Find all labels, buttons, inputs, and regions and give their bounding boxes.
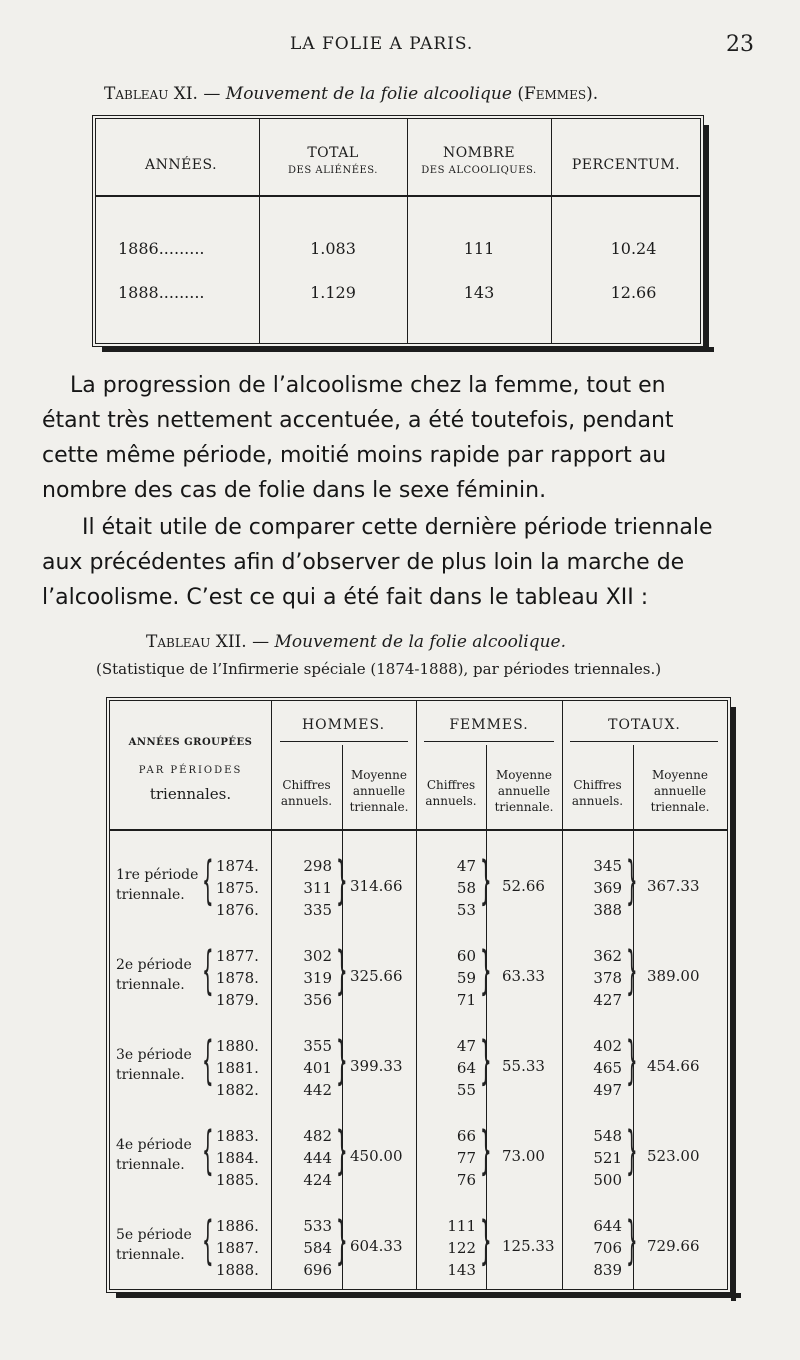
- femmes-annual-value: 53: [456, 901, 476, 919]
- hommes-annual-value: 401: [303, 1059, 332, 1077]
- femmes-brace: }: [480, 851, 492, 911]
- totaux-annual-value: 369: [593, 879, 622, 897]
- hommes-annual-value: 356: [303, 991, 332, 1009]
- column-header-par-periodes: PAR PÉRIODES: [138, 765, 243, 776]
- subheader-moyenne-line-3: triennale.: [650, 800, 710, 814]
- year-value: 1880.: [216, 1037, 259, 1055]
- row-1888-year: 1888.........: [118, 283, 205, 302]
- subheader-moyenne-line-3: triennale.: [494, 800, 554, 814]
- femmes-annual-value: 64: [456, 1059, 476, 1077]
- subheader-moyenne-line-3: triennale.: [349, 800, 409, 814]
- row-1888-total: 1.129: [310, 283, 356, 302]
- totaux-annual-value: 362: [593, 947, 622, 965]
- femmes-annual-value: 77: [456, 1149, 476, 1167]
- totaux-brace: }: [626, 941, 638, 1001]
- year-value: 1875.: [216, 879, 259, 897]
- hommes-annual-value: 311: [303, 879, 332, 897]
- subheader-moyenne-line-2: annuelle: [497, 784, 551, 798]
- column-header-annees-groupees: ANNÉES GROUPÉES: [128, 737, 253, 748]
- year-value: 1885.: [216, 1171, 259, 1189]
- header-rule: [110, 829, 727, 831]
- femmes-annual-values: [432, 1035, 476, 1101]
- femmes-brace: }: [480, 1031, 492, 1091]
- tableau-xii-title: Mouvement de la folie alcoolique.: [274, 632, 567, 652]
- year-value: 1878.: [216, 969, 259, 987]
- group-brace: [280, 741, 408, 742]
- hommes-annual-values: [288, 855, 332, 921]
- row-1886-year: 1886.........: [118, 239, 205, 258]
- group-header-hommes: HOMMES.: [301, 717, 386, 733]
- paragraph-1: [42, 368, 762, 508]
- hommes-triennial-average: 604.33: [350, 1237, 403, 1255]
- period-years: [216, 1125, 259, 1191]
- period-label: [116, 1225, 192, 1265]
- period-label-line-1: 4e période: [116, 1137, 192, 1153]
- subheader-moyenne-line-2: annuelle: [352, 784, 406, 798]
- period-block: [110, 1211, 727, 1287]
- header-rule: [96, 195, 700, 197]
- year-value: 1883.: [216, 1127, 259, 1145]
- tableau-xi-table: [92, 115, 704, 347]
- totaux-triennial-average: 367.33: [647, 877, 700, 895]
- tableau-xi-caption: [104, 84, 598, 104]
- femmes-annual-value: 47: [456, 857, 476, 875]
- femmes-annual-value: 58: [456, 879, 476, 897]
- year-value: 1877.: [216, 947, 259, 965]
- femmes-brace: }: [480, 941, 492, 1001]
- femmes-annual-value: 71: [456, 991, 476, 1009]
- totaux-annual-value: 500: [593, 1171, 622, 1189]
- row-1886-percentum: 10.24: [610, 239, 657, 258]
- period-label-line-2: triennale.: [116, 977, 185, 993]
- totaux-brace: }: [626, 1121, 638, 1181]
- hommes-brace: }: [336, 1031, 348, 1091]
- running-title: LA FOLIE A PARIS.: [290, 34, 474, 54]
- femmes-annual-value: 111: [447, 1217, 476, 1235]
- period-label-line-1: 3e période: [116, 1047, 192, 1063]
- period-label: [116, 955, 192, 995]
- totaux-brace: }: [626, 1031, 638, 1091]
- totaux-annual-values: [578, 855, 622, 921]
- hommes-brace: }: [336, 851, 348, 911]
- column-header-nombre: NOMBRE: [442, 145, 516, 161]
- femmes-brace: }: [480, 1211, 492, 1271]
- hommes-annual-value: 298: [303, 857, 332, 875]
- column-rule: [342, 745, 343, 1289]
- totaux-triennial-average: 454.66: [647, 1057, 700, 1075]
- row-1888-percentum: 12.66: [610, 283, 657, 302]
- period-label-line-1: 1re période: [116, 867, 199, 883]
- period-label-line-1: 2e période: [116, 957, 192, 973]
- subheader-chiffres: [271, 777, 342, 809]
- period-label-line-2: triennale.: [116, 1067, 185, 1083]
- totaux-triennial-average: 523.00: [647, 1147, 700, 1165]
- femmes-annual-values: [432, 1215, 476, 1281]
- period-years: [216, 1215, 259, 1281]
- column-header-nombre-sub: DES ALCOOLIQUES.: [421, 165, 537, 176]
- subheader-chiffres: [562, 777, 633, 809]
- femmes-annual-value: 59: [456, 969, 476, 987]
- subheader-chiffres: [416, 777, 486, 809]
- year-value: 1882.: [216, 1081, 259, 1099]
- period-brace: {: [202, 851, 214, 911]
- tableau-xi-title: Mouvement de la folie alcoolique: [225, 84, 512, 104]
- femmes-triennial-average: 125.33: [502, 1237, 555, 1255]
- period-block: [110, 851, 727, 927]
- year-value: 1887.: [216, 1239, 259, 1257]
- totaux-annual-values: [578, 945, 622, 1011]
- subheader-moyenne: [342, 767, 416, 815]
- year-value: 1884.: [216, 1149, 259, 1167]
- tableau-xi-dash: —: [197, 84, 226, 104]
- period-label-line-2: triennale.: [116, 887, 185, 903]
- femmes-triennial-average: 63.33: [502, 967, 545, 985]
- table-shadow: [102, 347, 714, 352]
- femmes-triennial-average: 73.00: [502, 1147, 545, 1165]
- subheader-chiffres-line-1: Chiffres: [426, 778, 476, 792]
- totaux-brace: }: [626, 1211, 638, 1271]
- table-shadow: [704, 125, 709, 351]
- period-label: [116, 1135, 192, 1175]
- femmes-annual-value: 143: [447, 1261, 476, 1279]
- text-line: La progression de l’alcoolisme chez la femme, tout en: [70, 373, 666, 398]
- hommes-annual-value: 424: [303, 1171, 332, 1189]
- group-header-femmes: FEMMES.: [449, 717, 529, 733]
- totaux-annual-value: 548: [593, 1127, 622, 1145]
- femmes-annual-value: 122: [447, 1239, 476, 1257]
- group-brace: [424, 741, 554, 742]
- hommes-annual-value: 442: [303, 1081, 332, 1099]
- totaux-triennial-average: 729.66: [647, 1237, 700, 1255]
- period-brace: {: [202, 941, 214, 1001]
- year-value: 1886.: [216, 1217, 259, 1235]
- page-number: 23: [726, 32, 754, 57]
- period-brace: {: [202, 1211, 214, 1271]
- subheader-moyenne-line-2: annuelle: [653, 784, 707, 798]
- totaux-annual-values: [578, 1215, 622, 1281]
- hommes-triennial-average: 314.66: [350, 877, 403, 895]
- column-header-percentum: PERCENTUM.: [571, 157, 681, 173]
- hommes-annual-value: 319: [303, 969, 332, 987]
- femmes-triennial-average: 55.33: [502, 1057, 545, 1075]
- hommes-annual-values: [288, 1125, 332, 1191]
- femmes-annual-values: [432, 1125, 476, 1191]
- period-label: [116, 865, 198, 905]
- row-1886-alcooliques: 111: [463, 239, 495, 258]
- hommes-annual-value: 355: [303, 1037, 332, 1055]
- totaux-annual-value: 402: [593, 1037, 622, 1055]
- femmes-brace: }: [480, 1121, 492, 1181]
- column-header-annees: ANNÉES.: [144, 157, 218, 173]
- tableau-xii-table: [106, 697, 731, 1293]
- column-header-triennales: triennales.: [149, 785, 232, 803]
- table-shadow: [116, 1293, 741, 1298]
- subheader-moyenne: [486, 767, 562, 815]
- subheader-moyenne-line-1: Moyenne: [351, 768, 407, 782]
- column-rule: [551, 119, 552, 343]
- hommes-annual-value: 444: [303, 1149, 332, 1167]
- hommes-brace: }: [336, 941, 348, 1001]
- totaux-annual-value: 465: [593, 1059, 622, 1077]
- paragraph-2: [42, 510, 762, 615]
- tableau-xii-label: Tableau XII.: [146, 632, 247, 652]
- subheader-moyenne: [633, 767, 727, 815]
- femmes-annual-value: 66: [456, 1127, 476, 1145]
- totaux-annual-value: 345: [593, 857, 622, 875]
- period-years: [216, 855, 259, 921]
- totaux-annual-value: 839: [593, 1261, 622, 1279]
- femmes-annual-values: [432, 945, 476, 1011]
- text-line: aux précédentes afin d’observer de plus loin la marche de: [42, 550, 685, 575]
- femmes-annual-value: 60: [456, 947, 476, 965]
- hommes-annual-values: [288, 1215, 332, 1281]
- column-header-total-sub: DES ALIÉNÉES.: [288, 165, 378, 176]
- subheader-chiffres-line-1: Chiffres: [573, 778, 622, 792]
- femmes-triennial-average: 52.66: [502, 877, 545, 895]
- year-value: 1888.: [216, 1261, 259, 1279]
- femmes-annual-value: 76: [456, 1171, 476, 1189]
- subheader-moyenne-line-1: Moyenne: [652, 768, 708, 782]
- column-rule: [486, 745, 487, 1289]
- hommes-triennial-average: 399.33: [350, 1057, 403, 1075]
- femmes-annual-value: 47: [456, 1037, 476, 1055]
- totaux-annual-values: [578, 1125, 622, 1191]
- hommes-triennial-average: 325.66: [350, 967, 403, 985]
- totaux-brace: }: [626, 851, 638, 911]
- period-label-line-1: 5e période: [116, 1227, 192, 1243]
- column-rule: [633, 745, 634, 1289]
- tableau-xii-subcaption: (Statistique de l’Infirmerie spéciale (1874-1888), par périodes triennales.): [96, 660, 662, 678]
- totaux-annual-values: [578, 1035, 622, 1101]
- hommes-annual-value: 584: [303, 1239, 332, 1257]
- totaux-annual-value: 497: [593, 1081, 622, 1099]
- totaux-annual-value: 521: [593, 1149, 622, 1167]
- group-brace: [570, 741, 718, 742]
- subheader-chiffres-line-2: annuels.: [425, 794, 477, 808]
- femmes-annual-value: 55: [456, 1081, 476, 1099]
- text-line: Il était utile de comparer cette dernière période triennale: [82, 515, 713, 540]
- hommes-triennial-average: 450.00: [350, 1147, 403, 1165]
- period-block: [110, 941, 727, 1017]
- totaux-triennial-average: 389.00: [647, 967, 700, 985]
- hommes-annual-value: 533: [303, 1217, 332, 1235]
- hommes-annual-value: 302: [303, 947, 332, 965]
- subheader-chiffres-line-1: Chiffres: [282, 778, 331, 792]
- totaux-annual-value: 644: [593, 1217, 622, 1235]
- period-years: [216, 1035, 259, 1101]
- period-years: [216, 945, 259, 1011]
- subheader-chiffres-line-2: annuels.: [280, 794, 333, 808]
- period-block: [110, 1121, 727, 1197]
- totaux-annual-value: 388: [593, 901, 622, 919]
- hommes-annual-values: [288, 945, 332, 1011]
- hommes-annual-values: [288, 1035, 332, 1101]
- hommes-annual-value: 335: [303, 901, 332, 919]
- subheader-moyenne-line-1: Moyenne: [496, 768, 552, 782]
- table-shadow: [731, 707, 736, 1301]
- row-1888-alcooliques: 143: [463, 283, 495, 302]
- hommes-annual-value: 482: [303, 1127, 332, 1145]
- year-value: 1879.: [216, 991, 259, 1009]
- text-line: étant très nettement accentuée, a été toutefois, pendant: [42, 408, 674, 433]
- tableau-xii-dash: —: [246, 632, 275, 652]
- totaux-annual-value: 427: [593, 991, 622, 1009]
- period-brace: {: [202, 1121, 214, 1181]
- year-value: 1874.: [216, 857, 259, 875]
- hommes-brace: }: [336, 1121, 348, 1181]
- text-line: cette même période, moitié moins rapide par rapport au: [42, 443, 667, 468]
- period-label: [116, 1045, 192, 1085]
- period-label-line-2: triennale.: [116, 1247, 185, 1263]
- period-brace: {: [202, 1031, 214, 1091]
- totaux-annual-value: 378: [593, 969, 622, 987]
- period-block: [110, 1031, 727, 1107]
- year-value: 1876.: [216, 901, 259, 919]
- tableau-xi-label: Tableau XI.: [104, 84, 198, 104]
- group-header-totaux: TOTAUX.: [608, 717, 681, 733]
- femmes-annual-values: [432, 855, 476, 921]
- running-head: [0, 34, 800, 64]
- text-line: l’alcoolisme. C’est ce qui a été fait dans le tableau XII :: [42, 585, 649, 610]
- hommes-brace: }: [336, 1211, 348, 1271]
- tableau-xii-caption: [146, 632, 566, 652]
- totaux-annual-value: 706: [593, 1239, 622, 1257]
- year-value: 1881.: [216, 1059, 259, 1077]
- text-line: nombre des cas de folie dans le sexe féminin.: [42, 478, 547, 503]
- column-header-total: TOTAL: [307, 145, 359, 161]
- period-label-line-2: triennale.: [116, 1157, 185, 1173]
- subheader-chiffres-line-2: annuels.: [571, 794, 624, 808]
- tableau-xi-suffix: (Femmes).: [511, 84, 599, 104]
- hommes-annual-value: 696: [303, 1261, 332, 1279]
- row-1886-total: 1.083: [310, 239, 356, 258]
